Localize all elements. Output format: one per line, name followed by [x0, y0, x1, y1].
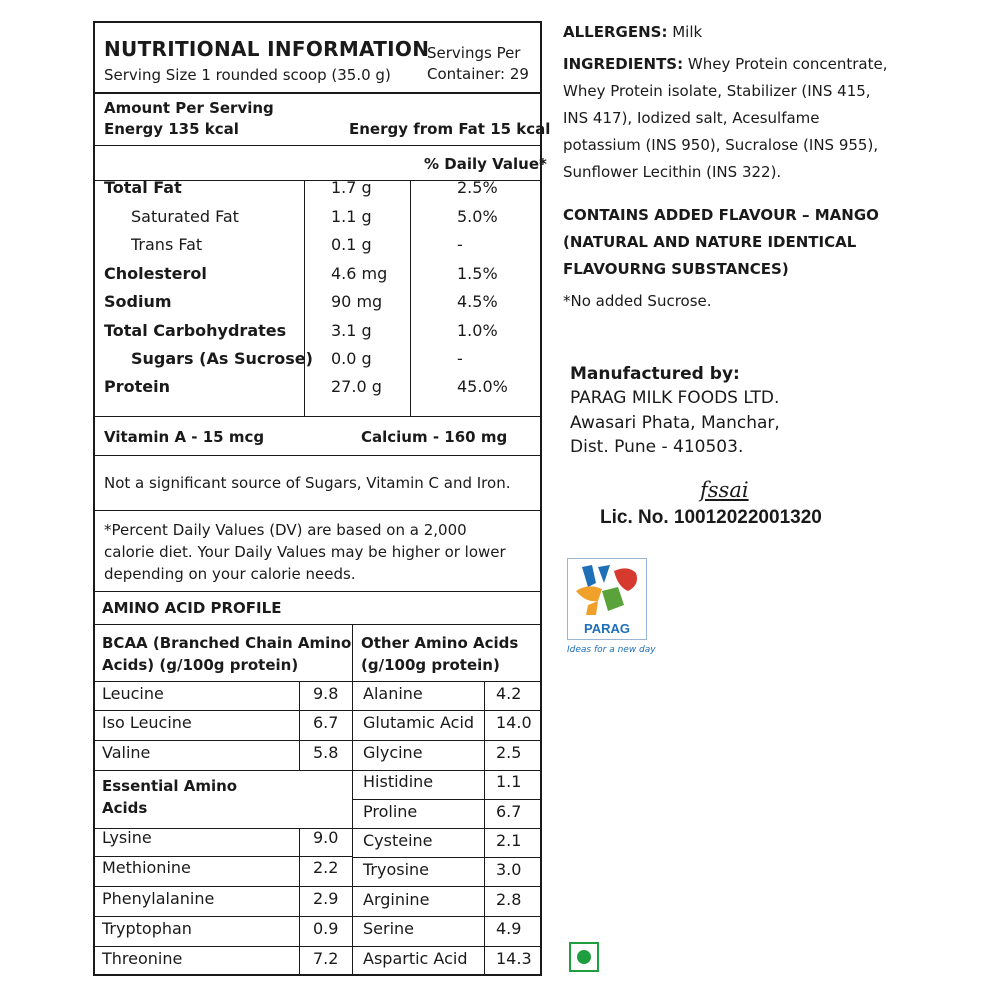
- divider: [95, 770, 352, 771]
- nutrient-amount: 0.0 g: [331, 349, 372, 368]
- daily-value-header: % Daily Value*: [424, 155, 547, 173]
- allergens-label: ALLERGENS:: [563, 23, 668, 41]
- amino-acid-name: Phenylalanine: [102, 889, 215, 908]
- parag-logo-graphic: [568, 561, 646, 619]
- amino-acid-name: Methionine: [102, 858, 191, 877]
- divider: [352, 857, 542, 858]
- divider: [95, 681, 540, 682]
- nutrient-name: Sugars (As Sucrose): [131, 349, 313, 368]
- nutrient-daily-value: 2.5%: [457, 178, 498, 197]
- amino-acid-value: 9.0: [313, 828, 339, 847]
- divider: [352, 886, 542, 887]
- ingredients-text: potassium (INS 950), Sucralose (INS 955),: [563, 136, 879, 154]
- license-number: Lic. No. 10012022001320: [600, 507, 822, 528]
- divider: [352, 916, 542, 917]
- amino-acid-value: 0.9: [313, 919, 339, 938]
- amino-acid-value: 9.8: [313, 684, 339, 703]
- divider: [95, 92, 540, 94]
- amino-acid-name: Histidine: [363, 772, 434, 791]
- divider: [95, 510, 540, 511]
- divider: [95, 591, 540, 592]
- nutrient-daily-value: 1.5%: [457, 264, 498, 283]
- amino-acid-value: 3.0: [496, 860, 522, 879]
- divider: [95, 624, 540, 625]
- address-line: Dist. Pune - 410503.: [570, 437, 744, 457]
- amino-acid-name: Glutamic Acid: [363, 713, 475, 732]
- nutrient-amount: 90 mg: [331, 292, 383, 311]
- nutrient-daily-value: -: [457, 349, 463, 368]
- divider: [352, 770, 542, 771]
- nutrient-amount: 0.1 g: [331, 235, 372, 254]
- flavour-note: CONTAINS ADDED FLAVOUR – MANGO: [563, 206, 879, 224]
- bcaa-header: Acids) (g/100g protein): [102, 656, 299, 674]
- divider: [352, 710, 542, 711]
- amino-acid-name: Alanine: [363, 684, 423, 703]
- amino-acid-name: Leucine: [102, 684, 164, 703]
- bcaa-header: BCAA (Branched Chain Amino: [102, 634, 352, 652]
- nutrient-name: Total Fat: [104, 178, 182, 197]
- column-divider: [299, 828, 300, 976]
- divider: [95, 455, 540, 456]
- nutrient-name: Protein: [104, 377, 170, 396]
- not-significant-note: Not a significant source of Sugars, Vitamin C and Iron.: [104, 474, 511, 492]
- serving-size: Serving Size 1 rounded scoop (35.0 g): [104, 66, 391, 84]
- servings-per-line2: Container: 29: [427, 65, 529, 83]
- amino-acid-value: 7.2: [313, 949, 339, 968]
- nutrient-amount: 3.1 g: [331, 321, 372, 340]
- divider: [95, 740, 352, 741]
- amino-acid-name: Lysine: [102, 828, 152, 847]
- parag-logo: [567, 558, 647, 640]
- amino-acid-name: Glycine: [363, 743, 423, 762]
- vitamin-a: Vitamin A - 15 mcg: [104, 428, 265, 446]
- allergens: [563, 23, 702, 41]
- amino-acid-value: 4.9: [496, 919, 522, 938]
- divider: [352, 799, 542, 800]
- nutrient-daily-value: -: [457, 235, 463, 254]
- nutrient-daily-value: 5.0%: [457, 207, 498, 226]
- amino-acid-name: Tryptophan: [102, 919, 192, 938]
- other-header: (g/100g protein): [361, 656, 500, 674]
- amino-acid-value: 14.0: [496, 713, 532, 732]
- nutrient-daily-value: 45.0%: [457, 377, 508, 396]
- divider: [95, 946, 352, 947]
- allergens-value: Milk: [672, 23, 703, 41]
- divider: [95, 916, 352, 917]
- divider: [95, 416, 540, 417]
- amino-acid-name: Proline: [363, 802, 418, 821]
- flavour-note: (NATURAL AND NATURE IDENTICAL: [563, 233, 857, 251]
- nutrient-name: Cholesterol: [104, 264, 207, 283]
- divider: [352, 740, 542, 741]
- panel-title: NUTRITIONAL INFORMATION: [104, 37, 430, 61]
- company-name: PARAG MILK FOODS LTD.: [570, 388, 780, 408]
- amino-acid-name: Valine: [102, 743, 151, 762]
- other-header: Other Amino Acids: [361, 634, 519, 652]
- amino-acid-value: 2.5: [496, 743, 522, 762]
- amino-acid-value: 2.1: [496, 831, 522, 850]
- servings-per-line1: Servings Per: [427, 44, 521, 62]
- nutrient-amount: 4.6 mg: [331, 264, 388, 283]
- ingredients-text: Whey Protein isolate, Stabilizer (INS 415,: [563, 82, 871, 100]
- amino-acid-name: Arginine: [363, 890, 430, 909]
- nutrient-daily-value: 4.5%: [457, 292, 498, 311]
- ingredients-text: Whey Protein concentrate,: [687, 55, 888, 73]
- amino-acid-value: 4.2: [496, 684, 522, 703]
- nutrient-name: Saturated Fat: [131, 207, 239, 226]
- divider: [95, 886, 352, 887]
- column-divider: [299, 681, 300, 771]
- parag-logo-text: PARAG: [584, 621, 630, 636]
- amino-acid-name: Cysteine: [363, 831, 433, 850]
- nutrient-daily-value: 1.0%: [457, 321, 498, 340]
- ingredients-text: Sunflower Lecithin (INS 322).: [563, 163, 782, 181]
- amino-acid-name: Serine: [363, 919, 415, 938]
- amino-title: AMINO ACID PROFILE: [102, 599, 282, 617]
- flavour-note: FLAVOURNG SUBSTANCES): [563, 260, 789, 278]
- amino-acid-name: Tryosine: [363, 860, 430, 879]
- ingredients: [563, 55, 888, 73]
- ingredients-text: INS 417), Iodized salt, Acesulfame: [563, 109, 820, 127]
- amino-acid-name: Aspartic Acid: [363, 949, 468, 968]
- no-sucrose-note: *No added Sucrose.: [563, 292, 712, 310]
- column-divider: [352, 624, 353, 976]
- amino-acid-value: 6.7: [313, 713, 339, 732]
- amino-acid-value: 2.2: [313, 858, 339, 877]
- amino-acid-value: 6.7: [496, 802, 522, 821]
- footnote-line: depending on your calorie needs.: [104, 565, 356, 583]
- nutrient-amount: 1.7 g: [331, 178, 372, 197]
- footnote-line: *Percent Daily Values (DV) are based on a 2,000: [104, 521, 467, 539]
- nutrient-amount: 27.0 g: [331, 377, 382, 396]
- amino-acid-value: 1.1: [496, 772, 522, 791]
- divider: [95, 145, 540, 146]
- fssai-logo: fssai: [700, 478, 749, 502]
- nutrient-amount: 1.1 g: [331, 207, 372, 226]
- column-divider: [410, 180, 411, 416]
- column-divider: [304, 180, 305, 416]
- amino-acid-name: Threonine: [102, 949, 183, 968]
- divider: [352, 946, 542, 947]
- nutrient-name: Trans Fat: [131, 235, 203, 254]
- divider: [95, 710, 352, 711]
- energy: Energy 135 kcal: [104, 120, 239, 138]
- amino-acid-value: 2.9: [313, 889, 339, 908]
- essential-header: Acids: [102, 799, 148, 817]
- nutrient-name: Sodium: [104, 292, 172, 311]
- amino-acid-value: 14.3: [496, 949, 532, 968]
- amino-acid-value: 5.8: [313, 743, 339, 762]
- energy-from-fat: Energy from Fat 15 kcal: [349, 120, 551, 138]
- amount-per-serving: Amount Per Serving: [104, 99, 274, 117]
- manufactured-by: Manufactured by:: [570, 364, 740, 384]
- footnote-line: calorie diet. Your Daily Values may be higher or lower: [104, 543, 506, 561]
- calcium: Calcium - 160 mg: [361, 428, 508, 446]
- address-line: Awasari Phata, Manchar,: [570, 413, 780, 433]
- ingredients-label: INGREDIENTS:: [563, 55, 684, 73]
- amino-acid-value: 2.8: [496, 890, 522, 909]
- divider: [95, 856, 352, 857]
- essential-header: Essential Amino: [102, 777, 238, 795]
- parag-tagline: Ideas for a new day: [567, 645, 656, 655]
- amino-acid-name: Iso Leucine: [102, 713, 192, 732]
- divider: [352, 828, 542, 829]
- veg-symbol-icon: [569, 942, 599, 972]
- nutrition-panel: [93, 21, 551, 976]
- nutrient-name: Total Carbohydrates: [104, 321, 287, 340]
